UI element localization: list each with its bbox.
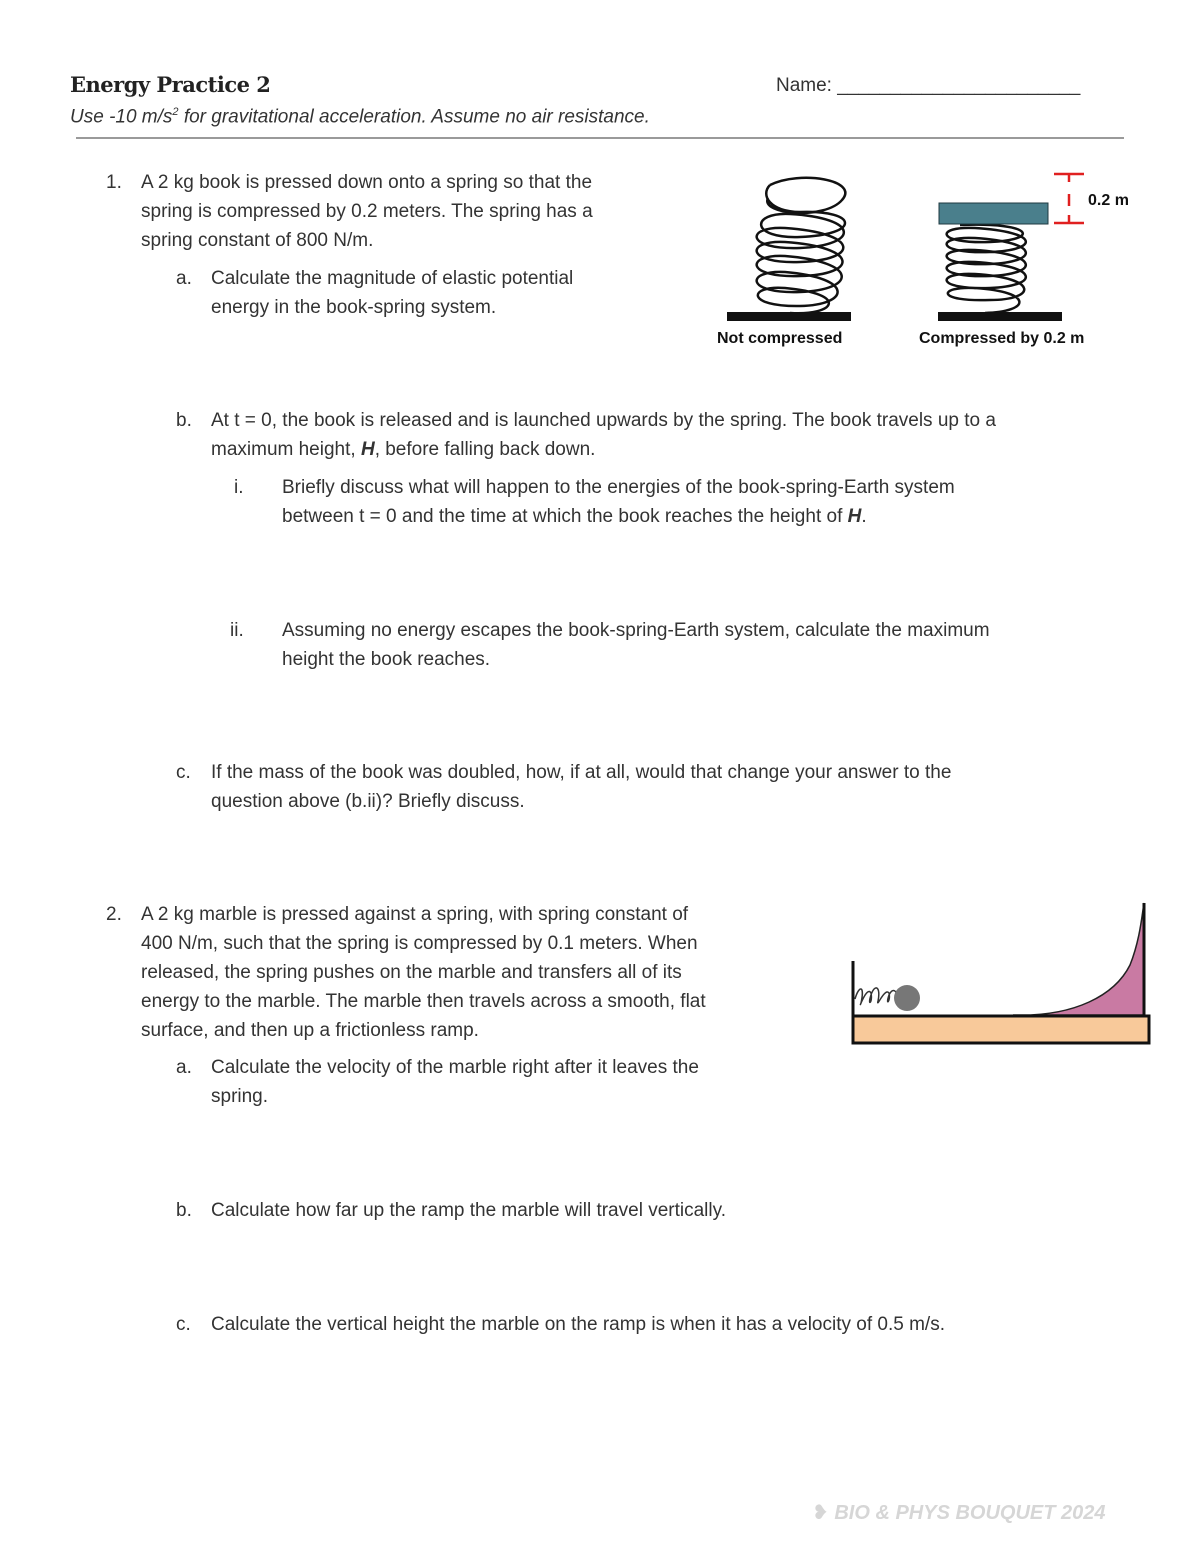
- q1bi-label: i.: [234, 477, 244, 498]
- variable-h: H: [360, 439, 375, 460]
- q1bii-text: [282, 616, 990, 674]
- q2-line: surface, and then up a frictionless ramp.: [141, 1020, 479, 1041]
- variable-h: H: [847, 506, 862, 527]
- q2-number: 2.: [106, 904, 122, 925]
- q2a-text: [211, 1053, 699, 1111]
- header-divider: [76, 137, 1124, 139]
- uncompressed-spring: [727, 178, 851, 321]
- dimension-marker: [1054, 174, 1084, 223]
- q1a-line: energy in the book-spring system.: [211, 297, 497, 318]
- compressed-spring: [938, 203, 1062, 321]
- q1bii-line: Assuming no energy escapes the book-spring-Earth system, calculate the maximum: [282, 620, 990, 641]
- q1bi-line: [282, 502, 955, 531]
- dimension-label: 0.2 m: [1088, 192, 1129, 209]
- q1a-line: Calculate the magnitude of elastic potential: [211, 268, 574, 289]
- q2c-text: Calculate the vertical height the marble on the ramp is when it has a velocity of 0.5 m/s.: [211, 1314, 945, 1335]
- spring-figure: [700, 160, 1160, 360]
- q1bii-label: ii.: [230, 620, 244, 641]
- q1c-label: c.: [176, 762, 191, 783]
- q2-line: energy to the marble. The marble then travels across a smooth, flat: [141, 991, 706, 1012]
- q1a-label: a.: [176, 268, 192, 289]
- q1c-line: If the mass of the book was doubled, how, if at all, would that change your answer to the: [211, 762, 952, 783]
- page-subtitle: [70, 106, 650, 128]
- q1a-text: [211, 264, 573, 322]
- marble: [894, 985, 920, 1011]
- label-compressed: Compressed by 0.2 m: [919, 330, 1085, 347]
- q1c-text: [211, 758, 951, 816]
- footer-text: BIO & PHYS BOUQUET 2024: [834, 1502, 1106, 1524]
- q1-number: 1.: [106, 172, 122, 193]
- label-not-compressed: Not compressed: [717, 330, 843, 347]
- q1b-text: [211, 406, 996, 464]
- book: [939, 203, 1048, 224]
- q2a-line: Calculate the velocity of the marble right after it leaves the: [211, 1057, 699, 1078]
- page-title: Energy Practice 2: [70, 72, 271, 97]
- q1bi-line2-post: .: [861, 506, 867, 527]
- q1b-label: b.: [176, 410, 192, 431]
- subtitle-text-post: for gravitational acceleration. Assume no air resistance.: [178, 106, 650, 128]
- name-blank: _______________________: [837, 75, 1081, 96]
- q2-line: 400 N/m, such that the spring is compressed by 0.1 meters. When: [141, 933, 698, 954]
- q1c-line: question above (b.ii)? Briefly discuss.: [211, 791, 525, 812]
- q1bi-text: [282, 473, 955, 531]
- ramp-figure: [845, 895, 1157, 1050]
- q2-line: released, the spring pushes on the marble and transfers all of its: [141, 962, 682, 983]
- q2a-label: a.: [176, 1057, 192, 1078]
- q2c-label: c.: [176, 1314, 191, 1335]
- q2-text: [141, 900, 706, 1045]
- spring-base-left: [727, 312, 851, 321]
- q1b-line: [211, 435, 996, 464]
- leaf-icon: ❥: [812, 1502, 829, 1524]
- q1bi-line2-pre: between t = 0 and the time at which the book reaches the height of: [282, 506, 848, 527]
- floor: [853, 1016, 1149, 1043]
- q2a-line: spring.: [211, 1086, 269, 1107]
- subtitle-superscript: 2: [172, 106, 179, 118]
- q1bi-line: Briefly discuss what will happen to the energies of the book-spring-Earth system: [282, 477, 955, 498]
- subtitle-text-pre: Use -10 m/s: [70, 106, 173, 128]
- footer-watermark: [812, 1500, 1106, 1525]
- q1b-line2-post: , before falling back down.: [374, 439, 596, 460]
- marble-spring: [855, 988, 897, 1005]
- q1bii-line: height the book reaches.: [282, 649, 491, 670]
- q1-line: A 2 kg book is pressed down onto a spring so that the: [141, 172, 593, 193]
- q2-line: A 2 kg marble is pressed against a spring, with spring constant of: [141, 904, 689, 925]
- q2b-text: Calculate how far up the ramp the marble will travel vertically.: [211, 1200, 726, 1221]
- spring-base-right: [938, 312, 1062, 321]
- name-field[interactable]: [776, 75, 1080, 97]
- q1-line: spring is compressed by 0.2 meters. The spring has a: [141, 201, 593, 222]
- q1b-line2-pre: maximum height,: [211, 439, 361, 460]
- q1b-line: At t = 0, the book is released and is launched upwards by the spring. The book travels up to a: [211, 410, 996, 431]
- q1-text: [141, 168, 593, 255]
- q2b-label: b.: [176, 1200, 192, 1221]
- q1-line: spring constant of 800 N/m.: [141, 230, 374, 251]
- name-label: Name:: [776, 75, 832, 96]
- ramp: [1013, 903, 1144, 1015]
